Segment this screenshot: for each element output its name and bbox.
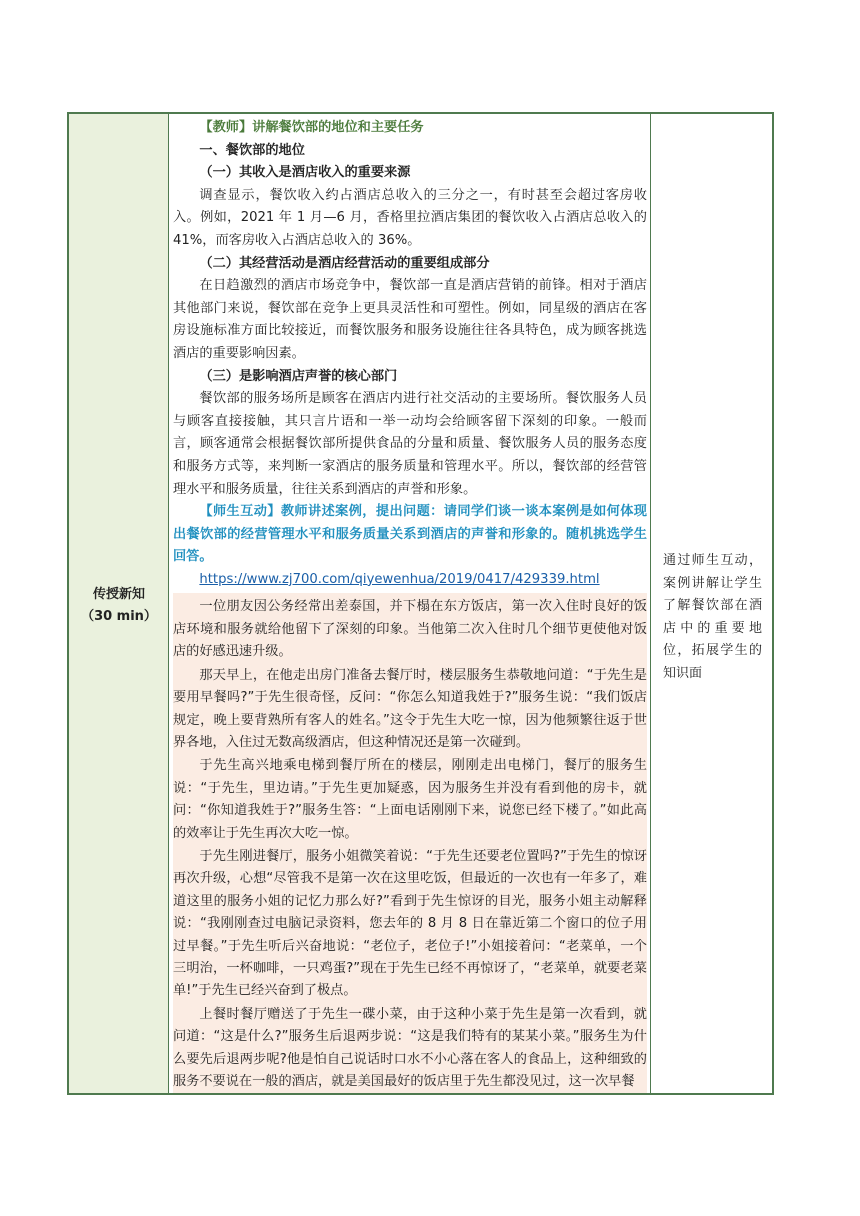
case-paragraph: 于先生高兴地乘电梯到餐厅所在的楼层，刚刚走出电梯门，餐厅的服务生说：“于先生，里边请。”于先生更加疑惑，因为服务生并没有看到他的房卡，就问：“你知道我姓于?”服务生答：“上面电话刚刚下来，说您已经下楼了。”如此高的效率让于先生再次大吃一惊。	[173, 758, 647, 841]
section-name: 传授新知	[92, 587, 145, 602]
case-paragraph: 于先生刚进餐厅，服务小姐微笑着说：“于先生还要老位置吗?”于先生的惊讶再次升级，心想“尽管我不是第一次在这里吃饭，但最近的一次也有一年多了，难道这里的服务小姐的记忆力那么好?”看到于先生惊讶的目光，服务小姐主动解释说：“我刚刚查过电脑记录资料，您去年的 8 月 8 日在靠近第二个窗口的位子用过早餐。”于先生听后兴奋地说：“老位子，老位子!”小姐接着问：“老菜单，一个三明治，一杯咖啡，一只鸡蛋?”现在于先生已经不再惊讶了，“老菜单，就要老菜单!”于先生已经兴奋到了极点。	[173, 848, 647, 999]
case-link[interactable]: https://www.zj700.com/qiyewenhua/2019/0417/429339.html	[199, 571, 600, 587]
paragraph-2: 在日趋激烈的酒店市场竞争中，餐饮部一直是酒店营销的前锋。相对于酒店其他部门来说，餐饮部在竞争上更具灵活性和可塑性。例如，同星级的酒店在客房设施标准方面比较接近，而餐饮服务和服务设施往往各具特色，成为顾客挑选酒店的重要影响因素。	[173, 278, 647, 361]
heading-1-1: （一）其收入是酒店收入的重要来源	[199, 165, 411, 181]
interaction-prompt: 【师生互动】教师讲述案例，提出问题：请同学们谈一谈本案例是如何体现出餐饮部的经营管理水平和服务质量关系到酒店的声誉和形象的。随机挑选学生回答。	[173, 504, 647, 565]
heading-1-3: （三）是影响酒店声誉的核心部门	[199, 368, 398, 384]
case-paragraph: 那天早上，在他走出房门准备去餐厅时，楼层服务生恭敬地问道：“于先生是要用早餐吗?”于先生很奇怪，反问：“你怎么知道我姓于?”服务生说：“我们饭店规定，晚上要背熟所有客人的姓名。”这令于先生大吃一惊，因为他频繁往返于世界各地，入住过无数高级酒店，但这种情况还是第一次碰到。	[173, 667, 647, 750]
section-duration: （30 min）	[81, 609, 157, 624]
paragraph-1: 调查显示，餐饮收入约占酒店总收入的三分之一，有时甚至会超过客房收入。例如，2021 年 1 月—6 月，香格里拉酒店集团的餐饮收入占酒店总收入的 41%，而客房收入占酒店总收入的 36%。	[173, 187, 647, 248]
teacher-heading: 【教师】讲解餐饮部的地位和主要任务	[199, 120, 424, 135]
heading-1: 一、餐饮部的地位	[199, 142, 305, 158]
heading-1-2: （二）其经营活动是酒店经营活动的重要组成部分	[199, 255, 490, 271]
lesson-table	[67, 112, 774, 1095]
lesson-content	[173, 117, 647, 1094]
design-note: 通过师生互动，案例讲解让学生了解餐饮部在酒店中的重要地位，拓展学生的知识面	[663, 553, 762, 681]
section-label	[69, 584, 169, 628]
case-paragraph: 一位朋友因公务经常出差泰国，并下榻在东方饭店，第一次入住时良好的饭店环境和服务就给他留下了深刻的印象。当他第二次入住时几个细节更使他对饭店的好感迅速升级。	[173, 599, 647, 660]
paragraph-3: 餐饮部的服务场所是顾客在酒店内进行社交活动的主要场所。餐饮服务人员与顾客直接接触，其只言片语和一举一动均会给顾客留下深刻的印象。一般而言，顾客通常会根据餐饮部所提供食品的分量和质量、餐饮服务人员的服务态度和服务方式等，来判断一家酒店的服务质量和管理水平。所以，餐饮部的经营管理水平和服务质量，往往关系到酒店的声誉和形象。	[173, 391, 647, 497]
case-study	[173, 593, 647, 1093]
section-column	[69, 114, 169, 1093]
notes-column	[651, 114, 772, 1093]
case-paragraph: 上餐时餐厅赠送了于先生一碟小菜，由于这种小菜于先生是第一次看到，就问道：“这是什么?”服务生后退两步说：“这是我们特有的某某小菜。”服务生为什么要先后退两步呢?他是怕自己说话时口水不小心落在客人的食品上，这种细致的服务不要说在一般的酒店，就是美国最好的饭店里于先生都没见过，这一次早餐	[173, 1006, 647, 1089]
case-link-row	[173, 569, 647, 592]
content-column	[169, 114, 651, 1093]
